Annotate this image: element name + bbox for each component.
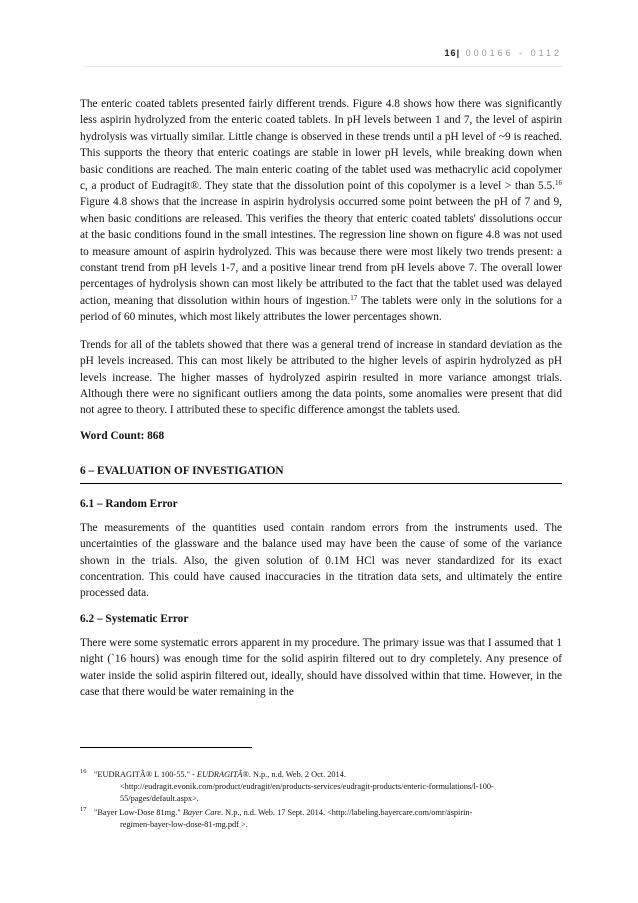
page-body bbox=[80, 96, 562, 711]
footnote-ref-16[interactable]: 16 bbox=[555, 179, 562, 188]
section-rule bbox=[80, 483, 562, 484]
footnotes bbox=[80, 769, 562, 832]
document-code: 000166 - 0112 bbox=[465, 48, 562, 58]
paragraph-text: The enteric coated tablets presented fairly different trends. Figure 4.8 shows how there was significantly less aspirin hydrolyzed from the enteric coated tablets. In pH levels between 1 and 7, the level of aspirin hydrolysis was virtually similar. Little change is observed in these trends until a pH level of ~9 is reached. This supports the theory that enteric coatings are stable in lower pH levels, while breaking down when basic conditions are reached. The main enteric coating of the tablet used was methacrylic acid copolymer c, a product of Eudragit®. They state that the dissolution point of this copolymer is a level > than 5.5. bbox=[80, 98, 562, 193]
header-rule bbox=[84, 66, 562, 67]
footnote-rule bbox=[80, 747, 252, 748]
footnote-number: 16 bbox=[80, 768, 87, 775]
footnote-text: . N.p., n.d. Web. 17 Sept. 2014. <http://labeling.bayercare.com/omr/aspirin- bbox=[220, 807, 473, 817]
footnote-17 bbox=[80, 807, 562, 831]
paragraph-random-error: The measurements of the quantities used contain random errors from the instruments used. The uncertainties of the glassware and the balance used may have been the cause of some of the variance shown in the trials. Also, the given solution of 0.1M HCl was never standardized for its exact concentration. This could have caused inaccuracies in the titration data sets, and ultimately the entire processed data. bbox=[80, 521, 562, 600]
page-number: 16 bbox=[444, 48, 457, 58]
footnote-number: 17 bbox=[80, 805, 87, 813]
paragraph-text: The tablets were only in the solutions for a period of 60 minutes, which most likely attributes the lower percentages shown. bbox=[80, 294, 562, 324]
paragraph-systematic-error: There were some systematic errors apparent in my procedure. The primary issue was that I assumed that 1 night (`16 hours) was enough time for the solid aspirin filtered out to dry completely. Any presence of water inside the solid aspirin filtered out, ideally, should have dissolved within that time. However, in the case that there would be water remaining in the bbox=[80, 636, 562, 698]
footnote-ref-17[interactable]: 17 bbox=[350, 293, 358, 302]
subsection-random-error: 6.1 – Random Error bbox=[80, 497, 178, 510]
footnote-text: "EUDRAGITÂ® L 100-55." - bbox=[94, 770, 197, 779]
header-separator: | bbox=[456, 48, 461, 58]
footnote-url[interactable]: regimen-bayer-low-dose-81-mg.pdf >. bbox=[120, 819, 248, 829]
subsection-systematic-error: 6.2 – Systematic Error bbox=[80, 612, 189, 625]
paragraph-text: Figure 4.8 shows that the increase in aspirin hydrolysis occurred some point between the pH of 7 and 9, when basic conditions are released. This verifies the theory that enteric coated tablets' dissolutions occur at the basic conditions found in the small intestines. The regression line shown on figure 4.8 was not used to measure amount of aspirin hydrolyzed. This was because there were most likely two trends present: a constant trend from pH levels 1-7, and a positive linear trend from pH levels above 7. The overall lower percentages of hydrolysis shown can most likely be attributed to the fact that the tablet used was delayed action, meaning that dissolution within hours of ingestion. bbox=[80, 196, 562, 307]
word-count: Word Count: 868 bbox=[80, 429, 165, 442]
page-header bbox=[445, 48, 562, 58]
footnote-text: . N.p., n.d. Web. 2 Oct. 2014. bbox=[248, 770, 346, 779]
paragraph-enteric-coated bbox=[80, 96, 562, 326]
footnote-text: "Bayer Low-Dose 81mg." bbox=[94, 807, 183, 817]
section-title: 6 – EVALUATION OF INVESTIGATION bbox=[80, 464, 284, 477]
paragraph-trends: Trends for all of the tablets showed that there was a general trend of increase in standard deviation as the pH levels increased. This can most likely be attributed to the higher levels of aspirin hydrolyzed as pH levels increase. The higher masses of hydrolyzed aspirin resulted in more variance amongst trials. Although there were no significant outliers among the data points, some anomalies were present that did not agree to theory. I attributed these to specific difference amongst the tablets used. bbox=[80, 338, 562, 417]
footnote-source-title: EUDRAGITÂ® bbox=[196, 770, 249, 779]
footnote-16 bbox=[80, 769, 562, 806]
footnote-source-title: Bayer Care bbox=[182, 807, 221, 817]
footnote-url[interactable]: <http://eudragit.evonik.com/product/eudragit/en/products-services/eudragit-products/enteric-formulations/l-100-55/pages/default.aspx>. bbox=[120, 782, 494, 804]
